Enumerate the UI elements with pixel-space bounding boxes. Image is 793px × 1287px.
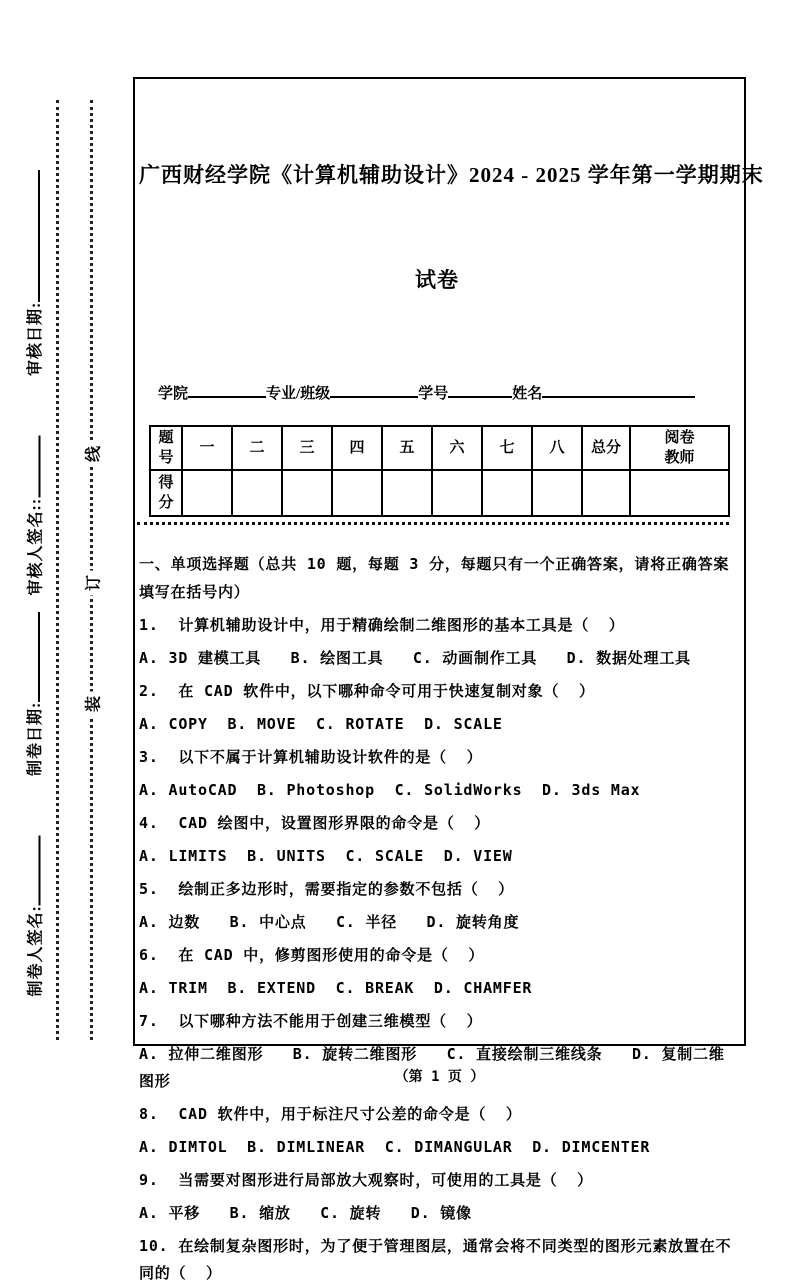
section-heading: 一、单项选择题（总共 10 题，每题 3 分，每题只有一个正确答案，请将正确答案填写在括号内） [139, 555, 730, 601]
exam-title-line2: 试卷 [415, 268, 459, 292]
header-cell-question-no: 题号 [150, 426, 182, 470]
binding-char-xian: 线 [79, 442, 105, 467]
question-3: 3. 以下不属于计算机辅助设计软件的是（ ） [139, 748, 483, 766]
score-cell [532, 470, 582, 516]
header-cell-5: 五 [382, 426, 432, 470]
header-cell-grader: 阅卷教师 [630, 426, 729, 470]
major-class-label: 专业/班级 [266, 386, 331, 402]
signature-line [37, 436, 41, 498]
header-cell-2: 二 [232, 426, 282, 470]
exam-title-line1: 广西财经学院《计算机辅助设计》2024 - 2025 学年第一学期期末 [139, 163, 764, 187]
header-cell-1: 一 [182, 426, 232, 470]
side-label-review-date [22, 156, 44, 376]
header-cell-7: 七 [482, 426, 532, 470]
major-class-blank-line [330, 393, 418, 398]
score-cell [232, 470, 282, 516]
signature-line [36, 612, 40, 702]
question-8: 8. CAD 软件中，用于标注尺寸公差的命令是（ ） [139, 1105, 522, 1123]
side-label-text: 审核人签名:: [27, 497, 45, 596]
score-table [149, 425, 730, 517]
name-blank-line [542, 393, 695, 398]
options-5: A. 边数 B. 中心点 C. 半径 D. 旋转角度 [139, 913, 520, 931]
page-number-footer: （第 1 页 ） [394, 1069, 485, 1085]
student-id-blank-line [448, 393, 512, 398]
question-4: 4. CAD 绘图中，设置图形界限的命令是（ ） [139, 814, 491, 832]
question-7: 7. 以下哪种方法不能用于创建三维模型（ ） [139, 1012, 483, 1030]
question-2: 2. 在 CAD 软件中，以下哪种命令可用于快速复制对象（ ） [139, 682, 595, 700]
question-1: 1. 计算机辅助设计中，用于精确绘制二维图形的基本工具是（ ） [139, 616, 625, 634]
options-7: A. 拉伸二维图形 B. 旋转二维图形 C. 直接绘制三维线条 D. 复制二维图形 [139, 1045, 725, 1090]
score-cell [432, 470, 482, 516]
options-1: A. 3D 建模工具 B. 绘图工具 C. 动画制作工具 D. 数据处理工具 [139, 649, 691, 667]
college-blank-line [188, 393, 266, 398]
score-cell [182, 470, 232, 516]
options-4: A. LIMITS B. UNITS C. SCALE D. VIEW [139, 847, 513, 865]
score-cell [332, 470, 382, 516]
side-label-reviewer-signature [23, 421, 45, 596]
score-cell [482, 470, 532, 516]
score-cell [282, 470, 332, 516]
dotted-separator [137, 522, 729, 525]
options-2: A. COPY B. MOVE C. ROTATE D. SCALE [139, 715, 503, 733]
side-label-paper-date [22, 598, 44, 776]
college-label: 学院 [158, 386, 189, 402]
side-label-papermaker-signature [23, 822, 45, 997]
question-5: 5. 绘制正多边形时，需要指定的参数不包括（ ） [139, 880, 514, 898]
student-info-row [158, 382, 735, 403]
question-10: 10. 在绘制复杂图形时，为了便于管理图层，通常会将不同类型的图形元素放置在不同的（ ） [139, 1237, 732, 1282]
side-label-text: 制卷日期: [27, 701, 44, 776]
score-table-score-row [150, 470, 729, 516]
binding-char-zhuang: 装 [79, 692, 105, 717]
score-cell [630, 470, 729, 516]
question-9: 9. 当需要对图形进行局部放大观察时，可使用的工具是（ ） [139, 1171, 593, 1189]
name-label: 姓名 [512, 386, 543, 402]
score-cell [382, 470, 432, 516]
header-cell-4: 四 [332, 426, 382, 470]
options-3: A. AutoCAD B. Photoshop C. SolidWorks D. 3ds Max [139, 781, 641, 799]
header-cell-total: 总分 [582, 426, 630, 470]
options-9: A. 平移 B. 缩放 C. 旋转 D. 镜像 [139, 1204, 472, 1222]
score-cell [582, 470, 630, 516]
options-6: A. TRIM B. EXTEND C. BREAK D. CHAMFER [139, 979, 533, 997]
row-label-score: 得分 [150, 470, 182, 516]
side-label-text: 制卷人签名: [27, 905, 45, 997]
signature-line [36, 170, 40, 302]
signature-line [37, 835, 41, 905]
options-8: A. DIMTOL B. DIMLINEAR C. DIMANGULAR D. DIMCENTER [139, 1138, 651, 1156]
header-cell-3: 三 [282, 426, 332, 470]
score-table-header-row [150, 426, 729, 470]
header-cell-8: 八 [532, 426, 582, 470]
exam-title [139, 79, 764, 368]
binding-dotted-line-inner [56, 100, 59, 1040]
student-id-label: 学号 [418, 386, 449, 402]
binding-char-ding: 订 [79, 571, 105, 596]
question-6: 6. 在 CAD 中，修剪图形使用的命令是（ ） [139, 946, 485, 964]
header-cell-6: 六 [432, 426, 482, 470]
side-label-text: 审核日期: [27, 301, 44, 376]
